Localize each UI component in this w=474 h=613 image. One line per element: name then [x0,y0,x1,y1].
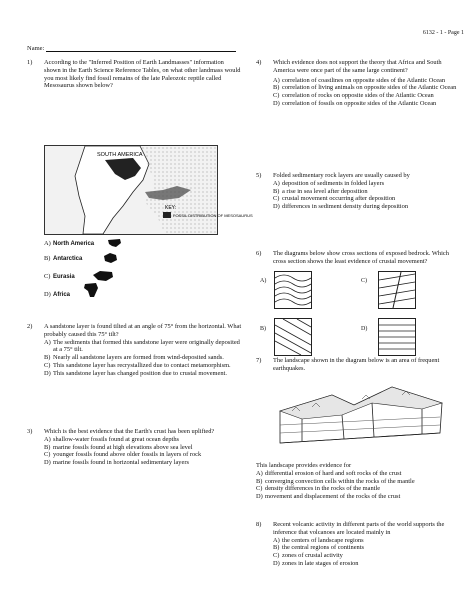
option-text: deposition of sediments in folded layers [282,179,385,187]
option-a[interactable] [44,339,242,355]
map-label-region: SOUTH AMERICA [97,152,143,158]
option-text: differences in sediment density during deposition [282,203,409,211]
option-letter: A) [44,338,51,346]
option-letter: D) [44,459,51,467]
question-stem: Which is the best evidence that the Earth's crust has been uplifted? [44,428,215,435]
option-text: converging convection cells within the rocks of the mantle [265,477,415,485]
option-text: a rise in sea level after deposition [282,187,368,195]
option-letter: A) [256,469,263,477]
option-a[interactable] [44,436,242,444]
question-8 [256,521,461,568]
option-letter: A) [273,536,280,544]
option-letter: B) [273,544,280,552]
question-number: 3) [27,428,33,435]
option-text: movement and displacement of the rocks of the crust [265,493,401,501]
option-text: marine fossils found at high elevations above sea level [53,443,193,451]
option-letter: D) [273,559,280,567]
option-b[interactable] [256,478,461,486]
option-text: correlation of coastlines on opposite sides of the Atlantic Ocean [282,76,446,84]
option-b[interactable] [273,544,461,552]
question-stem: A sandstone layer is found tilted at an angle of 75° from the horizontal. What probably caused this 75° tilt? [44,323,242,338]
option-text: marine fossils found in horizontal sedimentary layers [53,459,189,467]
fault-block-landscape [272,381,450,461]
question-4 [256,59,461,108]
option-letter: B) [44,354,51,362]
option-letter: C) [44,451,51,459]
question-number: 8) [256,521,262,528]
option-a[interactable] [256,470,461,478]
option-letter: C) [273,552,280,560]
tilted-layers-drawing [275,319,311,355]
question-stem: Which evidence does not support the theory that Africa and South America were once part of the same large continent? [273,59,442,74]
question-7-answers [256,462,461,501]
name-line[interactable] [46,45,236,52]
question-stem: According to the "Inferred Position of Earth Landmasses" information shown in the Earth Science Reference Tables, on what other landmass would you most likely find fossil remains of the late Paleozoic reptile called Mesosaurus shown below? [44,59,241,90]
option-text: the centers of landscape regions [282,536,364,544]
question-prompt: This landscape provides evidence for [256,462,352,469]
option-letter: C) [44,273,51,280]
key-swatch [163,212,171,218]
option-c[interactable] [273,552,461,560]
option-text: Africa [53,292,71,298]
option-letter: C) [273,92,280,100]
mesosaurus-map [44,145,253,235]
option-c[interactable] [44,451,242,459]
cross-section-label-c[interactable]: C) [361,278,367,284]
cross-section-a [274,271,312,309]
map-key-text: FOSSIL DISTRIBUTION OF MESOSAURUS [173,213,253,218]
option-letter: A) [273,76,280,84]
option-d[interactable] [273,560,461,568]
option-letter: D) [44,291,51,298]
cross-section-c [378,271,416,309]
question-number: 2) [27,323,33,330]
question-1 [27,59,242,90]
option-a[interactable] [44,240,147,255]
option-letter: B) [44,255,51,262]
option-text: the central regions of continents [282,544,364,552]
option-letter: D) [256,493,263,501]
map-drawing [45,146,253,234]
option-text: North America [53,241,95,247]
question-stem: The diagrams below show cross sections of exposed bedrock. Which cross section shows the least evidence of crustal movement? [273,250,449,265]
south-america-shape [75,146,149,234]
option-letter: D) [273,99,280,107]
option-b[interactable] [44,354,242,362]
option-text: Nearly all sandstone layers are formed from wind-deposited sands. [53,354,224,362]
option-text: younger fossils found above older fossils in layers of rock [53,451,202,459]
folded-layers-drawing [275,272,311,308]
option-d[interactable] [256,493,461,501]
cross-section-label-d[interactable]: D) [361,326,368,332]
question-2 [27,323,242,378]
question-stem: Recent volcanic activity in different parts of the world supports the inference that volcanoes are located mainly in [273,521,445,536]
cross-section-d [378,318,416,356]
option-a[interactable] [273,180,461,188]
question-number: 7) [256,357,262,364]
option-text: crustal movement occurring after deposition [282,195,396,203]
option-a[interactable] [273,537,461,545]
option-text: This sandstone layer has changed position due to crustal movement. [53,369,227,377]
cross-section-label-b[interactable]: B) [260,326,266,332]
option-letter: B) [44,443,51,451]
faulted-layers-drawing [379,272,415,308]
option-d[interactable] [273,100,461,108]
option-text: zones in late stages of erosion [282,559,359,567]
option-text: Antarctica [53,256,83,262]
name-field[interactable] [27,45,236,52]
question-5 [256,172,461,211]
option-letter: C) [273,195,280,203]
cross-section-b [274,318,312,356]
option-letter: D) [273,203,280,211]
option-text: zones of crustal activity [282,552,343,560]
question-number: 5) [256,172,262,179]
option-text: correlation of fossils on opposite sides of the Atlantic Ocean [282,99,437,107]
option-text: The sediments that formed this sandstone layer were originally deposited at a 75° tilt. [53,338,240,354]
antarctica-silhouette [102,252,118,264]
option-text: correlation of living animals on opposite sides of the Atlantic Ocean [282,84,457,92]
option-d[interactable] [44,459,242,467]
question-number: 6) [256,250,262,257]
option-text: density differences in the rocks of the mantle [265,485,381,493]
question-3 [27,428,242,467]
map-key-title: KEY: [165,205,177,211]
africa-silhouette [82,281,100,299]
page-label: 6132 - 1 - Page 1 [422,30,464,36]
option-c[interactable] [256,485,461,493]
landscape-drawing [272,381,450,461]
ocean-area [139,146,217,234]
option-d[interactable] [273,203,461,211]
question-1-options [27,240,147,309]
option-text: shallow-water fossils found at great ocean depths [53,435,179,443]
option-text: Eurasia [53,274,75,280]
option-d[interactable] [44,370,242,378]
option-c[interactable] [44,362,242,370]
question-6 [256,250,461,266]
option-text: This sandstone layer has recrystallized due to contact metamorphism. [53,361,231,369]
cross-section-label-a[interactable]: A) [260,278,267,284]
option-letter: C) [256,485,263,493]
option-b[interactable] [273,84,461,92]
option-b[interactable] [44,444,242,452]
option-letter: A) [44,435,51,443]
question-stem: Folded sedimentary rock layers are usually caused by [273,172,410,179]
option-letter: B) [273,84,280,92]
question-number: 4) [256,59,262,66]
option-text: differential erosion of hard and soft rocks of the crust [265,469,402,477]
question-7 [256,357,461,373]
option-letter: A) [273,179,280,187]
option-letter: A) [44,240,51,247]
name-label: Name: [27,45,45,52]
option-c[interactable] [273,92,461,100]
option-c[interactable] [273,195,461,203]
question-number: 1) [27,59,33,66]
option-d[interactable] [44,291,147,309]
option-letter: B) [273,187,280,195]
option-b[interactable] [273,188,461,196]
option-letter: D) [44,369,51,377]
option-text: correlation of rocks on opposite sides of the Atlantic Ocean [282,92,434,100]
option-letter: C) [44,361,51,369]
horizontal-layers-drawing [379,319,415,355]
option-letter: B) [256,477,263,485]
north-america-silhouette [106,238,122,248]
option-a[interactable] [273,77,461,85]
question-stem: The landscape shown in the diagram below is an area of frequent earthquakes. [273,357,440,372]
